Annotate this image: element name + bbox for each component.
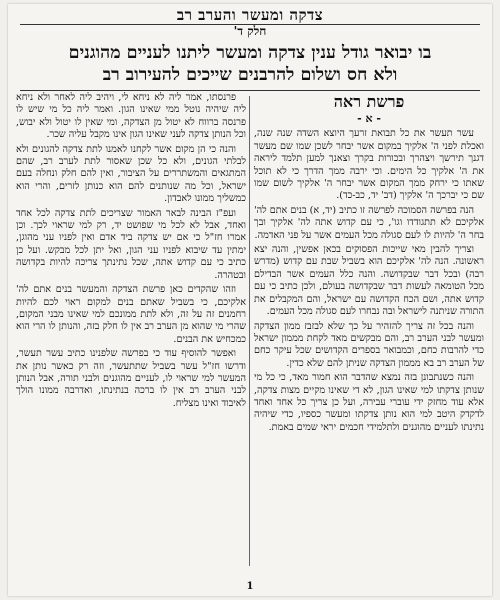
paragraph: והנה כי הן מקום אשר לקחנו לאמנו לתת צדקה להגונים ולא לבלתי הגונים, ולא כל שכן שאסור לתת לערב רב, שהם המתגאים והמשתררים על הציבור, ואין להם חלק ונחלה בעם ישראל, וכל מה שנותנים להם הוא כנותן לזרים, והרי הוא כמשליך ממונו לאבדון. [16,143,246,205]
column-divider [249,96,250,566]
document-page [8,4,492,596]
part-label: חלק ד' [233,24,267,38]
page-number: 1 [246,581,254,592]
chapter-title [14,42,486,86]
left-column [16,92,246,572]
chapter-title-line-2: ולא חס ושלום להרבנים שייכים להעירוב רב [102,65,398,85]
parasha-heading: פרשת ראה [333,92,405,111]
paragraph: פרנסתו, אמר ליה לא ניחא לי, ויהיב ליה לאחר ולא ניחא ליה שיהיה נוטל ממי שאינו הגון. ואמר ליה כל מי שיש לו פרנסה ברווח לא יטול מן הצדקה, ומי שאין לו יטול ולא יבוש, וכל הנותן צדקה לעני שאינו הגון אינו מקבל עליה שכר. [16,92,246,141]
paragraph: עשר תעשר את כל תבואת זרעך היוצא השדה שנה שנה, ואכלת לפני ה' אלקיך במקום אשר יבחר לשכן שמו שם מעשר דגנך תירשך ויצהרך ובכורות בקרך וצאנך למען תלמד ליראה את ה' אלקיך כל הימים. וכי ירבה ממך הדרך כי לא תוכל שאתו כי ירחק ממך המקום אשר יבחר ה' אלקיך לשום שמו שם כי יברכך ה' אלקיך (דב' יד, כב-כד). [254,128,484,202]
paragraph: ועפ"ז הבינה לבאר האמור שצריכים לתת צדקה לכל אחד ואחד, אבל לא לכל מי שפושט יד, רק למי שראוי לכך. וכן אמרו חז"ל כי אם יש צדקה ביד אדם ואין לפניו עני מהוגן, ימתין עד שיבוא לפניו עני הגון, ואל יתן לכל מבקש. ועל כן כתיב כי עם קדוש אתה, שכל נתינתך צריכה להיות בקדושה ובטהרה. [16,207,246,281]
paragraph: וצריך להבין מאי שייכות הפסוקים בכאן אפשין, והנה יצא ראשונה. הנה לה' אלקיכם הוא בשביל שבת עם קדוש (מדרש רבה) ובכל דבר שבקדושה. והנה כלל העמים אשר הבדילם מכל הטומאה לעשות דבר שבקדושה בעולם, ולכן כתיב כי עם קדוש אתה, ושם הכח הקדושה עם ישראל, והם המקבלים את התורה שניתנה לישראל ובה נבחרו לעם סגולה מכל העמים. [254,244,484,318]
section-marker: - א - [357,112,381,125]
paragraph: והנה בכל זה צריך להזהיר על כך שלא לבזבז ממון הצדקה ומעשר לבני הערב רב, והם מבקשים מאד לקחת מממון ישראל כדי להרבות כחם, וכמבואר בספרים הקדושים שכל עיקר כחם של הערב רב בא מממון הצדקה שניתן להם שלא כדין. [254,320,484,369]
paragraph: והנה כשנתבונן בזה נמצא שהדבר הוא חמור מאד, כי כל מי שנותן צדקתו למי שאינו הגון, לא די שאינו מקיים מצות צדקה, אלא עוד מחזק ידי עוברי עבירה, ועל כן צריך כל אחד ואחד לדקדק היטב למי הוא נותן צדקתו ומעשר כספיו, כדי שיהיה נתינתו לעניים מהוגנים ולתלמידי חכמים יראי שמים באמת. [254,372,484,433]
paragraph: הנה בפרשה הסמוכה לפרשה זו כתיב (יד, א) בנים אתם לה' אלקיכם לא תתגודדו וגו', כי עם קדוש אתה לה' אלקיך ובך בחר ה' להיות לו לעם סגולה מכל העמים אשר על פני האדמה. [254,204,484,241]
paragraph: וזהו שהקדים כאן פרשת הצדקה והמעשר בנים אתם לה' אלקיכם, כי בשביל שאתם בנים למקום ראוי לכם להיות רחמנים זה על זה, ולא לתת ממונכם למי שאינו מבני המקום, שהרי מי שהוא מן הערב רב אין לו חלק בזה, והנותן לו הרי הוא כמכחיש את הבנים. [16,284,246,345]
paragraph: ואפשר להוסיף עוד כי בפרשה שלפנינו כתיב עשר תעשר, ודרשו חז"ל עשר בשביל שתתעשר, וזה רק כאשר נותן את המעשר למי שראוי לו, לעניים מהוגנים ולבני תורה, אבל הנותן לבני הערב רב אין לו ברכה בנתינתו, ואדרבה ממונו הולך לאיבוד ואינו מצליח. [16,348,246,409]
running-header: צדקה ומעשר והערב רב [176,6,324,24]
chapter-title-line-1: בו יבואר גודל ענין צדקה ומעשר ליתנו לעניים מהוגנים [68,43,432,63]
title-rule [20,90,480,91]
right-column [254,92,484,572]
